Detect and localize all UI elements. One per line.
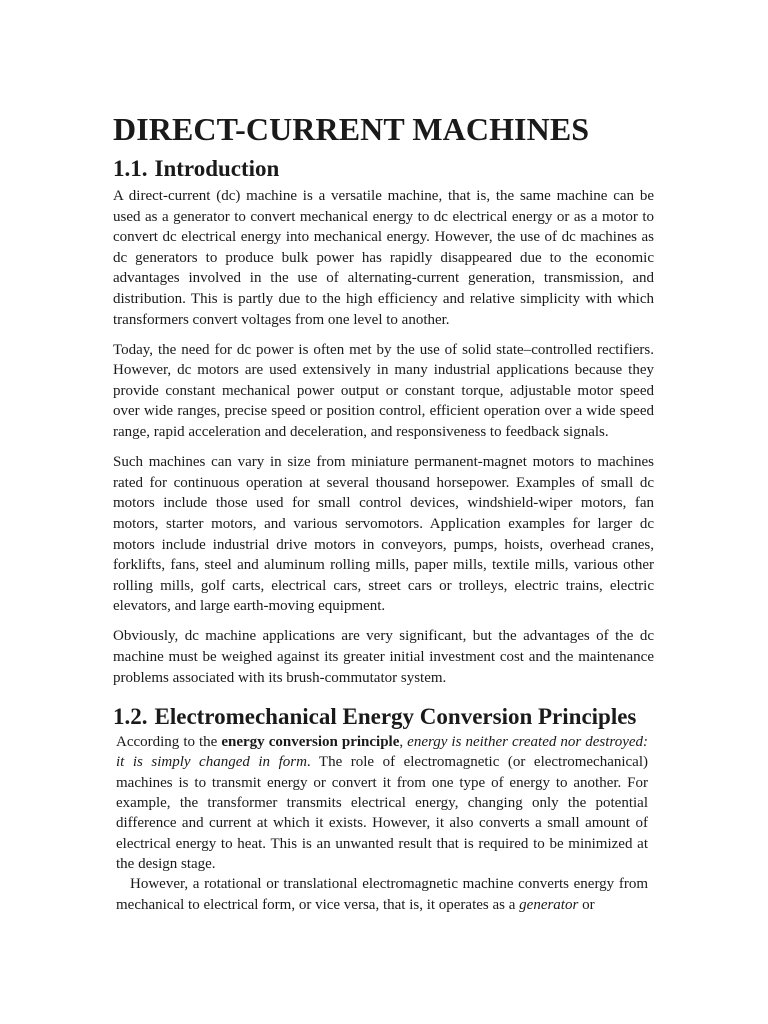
section-number: 1.1.: [113, 156, 148, 181]
italic-phrase: energy is neither created nor destroyed: it is simply changed in form: [116, 734, 649, 771]
paragraph: [116, 732, 648, 874]
paragraph: Today, the need for dc power is often met by the use of solid state–controlled rectifiers. However, dc motors are used extensively in many industrial applications because they provide constant mechanical power output or constant torque, adjustable motor speed over wide ranges, precise speed or position control, efficient operation over a wide speed range, rapid acceleration and deceleration, and responsiveness to feedback signals.: [113, 341, 654, 441]
text-run: . The role of electromagnetic (or electromechanical) machines is to transmit energy or convert it from one type of energy to another. For example, the transformer transmits electrical energy, changing only the potential difference and current at which it exists. However, it also converts a small amount of electrical energy to heat. This is an unwanted result that is required to be minimized at the design stage.: [116, 754, 648, 872]
paragraph: Obviously, dc machine applications are very significant, but the advantages of the dc machine must be weighed against its greater initial investment cost and the maintenance problems associated with its brush-commutator system.: [113, 628, 654, 686]
text-run: ,: [399, 734, 408, 751]
section-body: [116, 732, 648, 915]
section-title: Electromechanical Energy Conversion Principles: [154, 704, 637, 730]
italic-term: generator: [519, 896, 579, 913]
text-run: or: [578, 896, 595, 913]
section-heading-introduction: [113, 154, 654, 184]
section-title: Introduction: [154, 156, 280, 181]
bold-term: energy conversion principle: [221, 734, 400, 751]
document-title: DIRECT-CURRENT MACHINES: [113, 111, 590, 147]
document-page: [113, 108, 654, 915]
text-run: However, a rotational or translational electromagnetic machine converts energy from mechanical to electrical form, or vice versa, that is, it operates as a: [116, 876, 648, 913]
section-number: 1.2.: [113, 704, 148, 730]
paragraph: A direct-current (dc) machine is a versatile machine, that is, the same machine can be used as a generator to convert mechanical energy to dc electrical energy or as a motor to convert dc electrical energy into mechanical energy. However, the use of dc machines as dc generators to produce bulk power has rapidly disappeared due to the economic advantages involved in the use of alternating-current generation, transmission, and distribution. This is partly due to the high efficiency and relative simplicity with which transformers convert voltages from one level to another.: [113, 188, 654, 328]
section-heading-energy-conversion: [113, 702, 654, 732]
paragraph: Such machines can vary in size from miniature permanent-magnet motors to machines rated for continuous operation at several thousand horsepower. Examples of small dc motors include those used for small control devices, windshield-wiper motors, fan motors, starter motors, and various servomotors. Application examples for larger dc motors include industrial drive motors in conveyors, pumps, hoists, overhead cranes, forklifts, fans, steel and aluminum rolling mills, paper mills, textile mills, various other rolling mills, golf carts, electrical cars, street cars or trolleys, electric trains, electric elevators, and large earth-moving equipment.: [113, 454, 654, 615]
paragraph: [116, 874, 648, 915]
text-run: According to the: [116, 734, 222, 751]
